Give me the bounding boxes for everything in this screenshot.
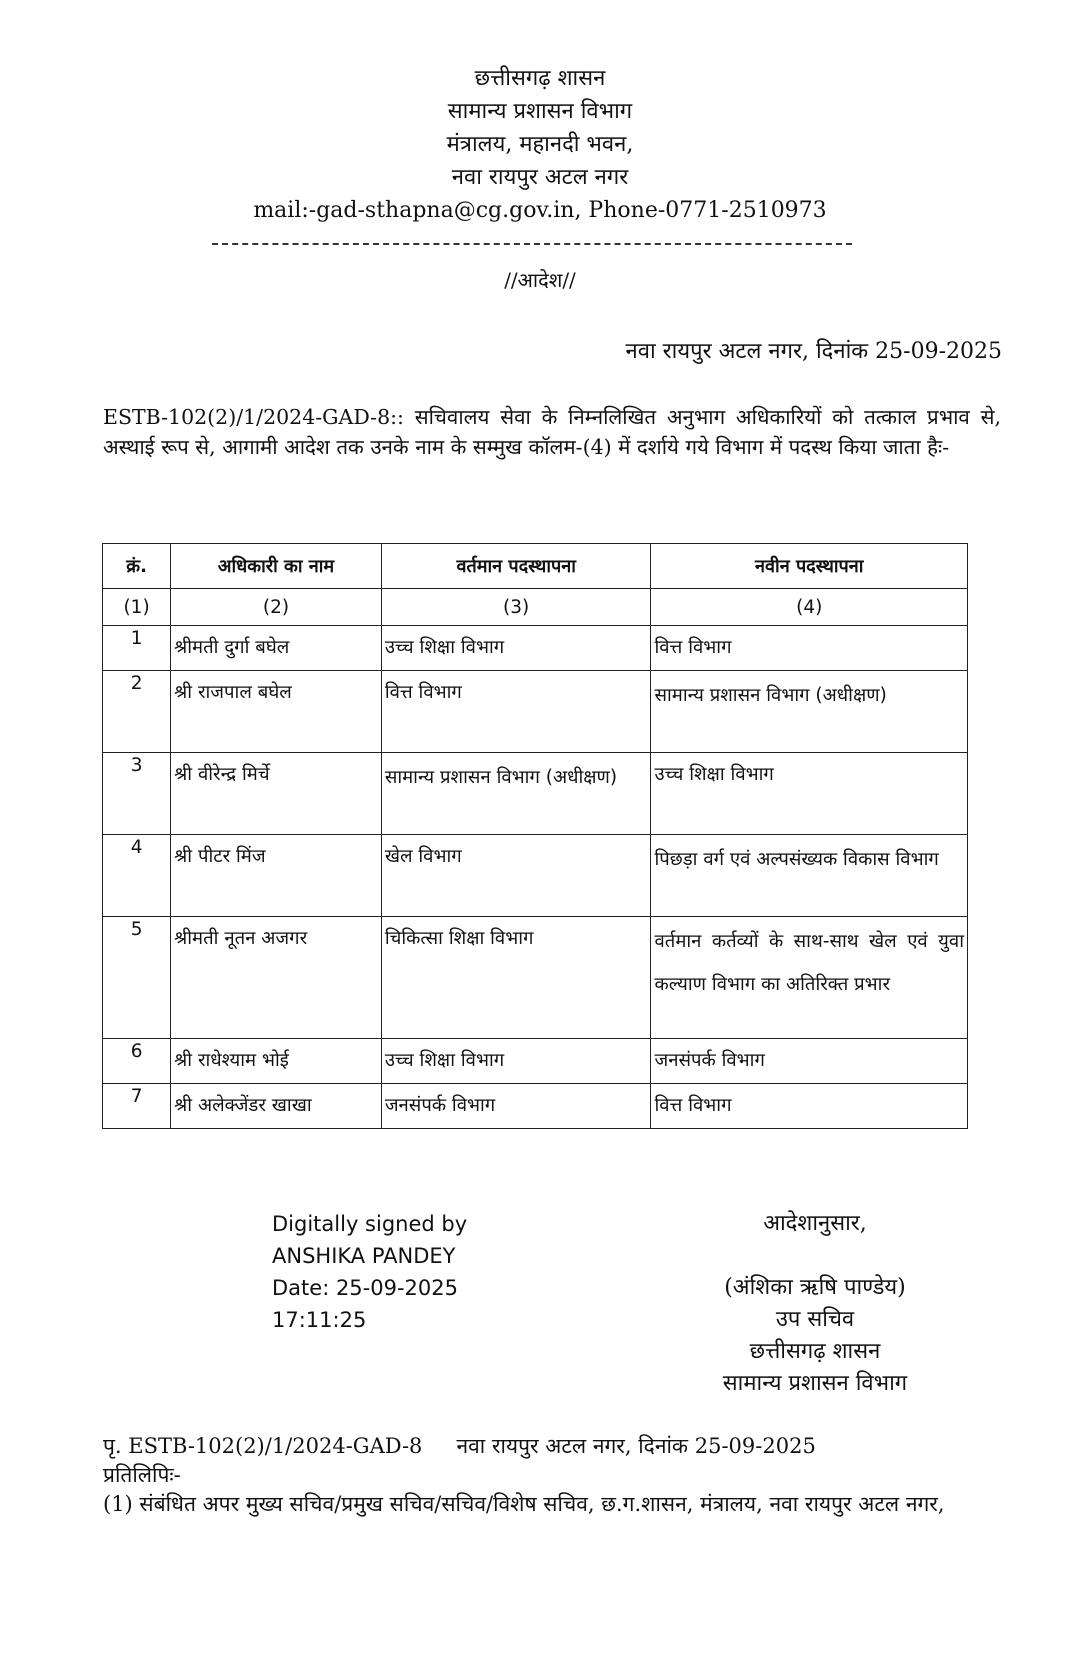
signatory-name: (अंशिका ऋषि पाण्डेय): [724, 1275, 906, 1300]
colnum-4: (4): [651, 589, 968, 626]
row-name: श्री पीटर मिंज: [171, 835, 382, 917]
dashed-divider: [212, 243, 852, 245]
row-name: श्री राजपाल बघेल: [171, 671, 382, 753]
row-new: उच्च शिक्षा विभाग: [651, 753, 968, 835]
row-current: चिकित्सा शिक्षा विभाग: [381, 917, 651, 1039]
row-name: श्रीमती नूतन अजगर: [171, 917, 382, 1039]
city-name: नवा रायपुर अटल नगर: [451, 165, 629, 190]
copy-section: [103, 1432, 1003, 1519]
signature-line-1: Digitally signed by: [272, 1212, 468, 1236]
table-row: [103, 753, 968, 835]
row-current: वित्त विभाग: [381, 671, 651, 753]
colnum-3: (3): [381, 589, 651, 626]
colnum-1: (1): [103, 589, 171, 626]
table-row: [103, 1084, 968, 1129]
signatory-designation: उप सचिव: [775, 1307, 855, 1332]
signature-date: Date: 25-09-2025: [272, 1276, 458, 1300]
endorsement-date: नवा रायपुर अटल नगर, दिनांक 25-09-2025: [456, 1434, 816, 1458]
header-current: वर्तमान पदस्थापना: [381, 544, 651, 589]
table-header-row: [103, 544, 968, 589]
letterhead: [0, 62, 1080, 227]
colnum-2: (2): [171, 589, 382, 626]
table-row: [103, 835, 968, 917]
digital-signature-block: [272, 1208, 467, 1336]
place-date: नवा रायपुर अटल नगर, दिनांक 25-09-2025: [625, 339, 1002, 364]
row-sn: 4: [103, 835, 171, 917]
copy-item: (1) संबंधित अपर मुख्य सचिव/प्रमुख सचिव/सचिव/विशेष सचिव, छ.ग.शासन, मंत्रालय, नवा रायपुर अटल नगर,: [103, 1492, 945, 1516]
endorsement-line: [103, 1432, 1003, 1461]
endorsement-number: पृ. ESTB-102(2)/1/2024-GAD-8: [103, 1434, 423, 1458]
row-current: सामान्य प्रशासन विभाग (अधीक्षण): [381, 753, 651, 835]
govt-name: छत्तीसगढ़ शासन: [474, 66, 606, 91]
posting-table: [102, 543, 968, 1129]
by-order: आदेशानुसार,: [763, 1211, 867, 1236]
column-number-row: [103, 589, 968, 626]
header-new: नवीन पदस्थापना: [651, 544, 968, 589]
order-title: //आदेश//: [504, 268, 576, 292]
signature-time: 17:11:25: [272, 1308, 367, 1332]
signature-signer: ANSHIKA PANDEY: [272, 1244, 456, 1268]
row-new: वित्त विभाग: [651, 1084, 968, 1129]
row-new: पिछड़ा वर्ग एवं अल्पसंख्यक विकास विभाग: [651, 835, 968, 917]
row-name: श्री अलेक्जेंडर खाखा: [171, 1084, 382, 1129]
signatory-block: [650, 1208, 980, 1400]
header-name: अधिकारी का नाम: [171, 544, 382, 589]
copy-label: प्रतिलिपिः-: [103, 1463, 181, 1487]
row-current: खेल विभाग: [381, 835, 651, 917]
row-name: श्री राधेश्याम भोई: [171, 1039, 382, 1084]
signatory-org: छत्तीसगढ़ शासन: [749, 1339, 881, 1364]
header-sn: क्रं.: [103, 544, 171, 589]
signatory-department: सामान्य प्रशासन विभाग: [722, 1371, 908, 1396]
row-new: वर्तमान कर्तव्यों के साथ-साथ खेल एवं युवा कल्याण विभाग का अतिरिक्त प्रभार: [651, 917, 968, 1039]
row-current: जनसंपर्क विभाग: [381, 1084, 651, 1129]
row-sn: 6: [103, 1039, 171, 1084]
row-current: उच्च शिक्षा विभाग: [381, 1039, 651, 1084]
row-current: उच्च शिक्षा विभाग: [381, 626, 651, 671]
row-new: वित्त विभाग: [651, 626, 968, 671]
table-row: [103, 1039, 968, 1084]
department-name: सामान्य प्रशासन विभाग: [447, 99, 633, 124]
table-row: [103, 626, 968, 671]
row-name: श्रीमती दुर्गा बघेल: [171, 626, 382, 671]
contact-line: mail:-gad-sthapna@cg.gov.in, Phone-0771-2510973: [253, 198, 827, 223]
row-sn: 7: [103, 1084, 171, 1129]
row-new: सामान्य प्रशासन विभाग (अधीक्षण): [651, 671, 968, 753]
order-body: ESTB-102(2)/1/2024-GAD-8:: सचिवालय सेवा के निम्नलिखित अनुभाग अधिकारियों को तत्काल प्रभाव से, अस्थाई रूप से, आगामी आदेश तक उनके नाम के सम्मुख कॉलम-(4) में दर्शाये गये विभाग में पदस्थ किया जाता हैः-: [103, 405, 1001, 459]
table-row: [103, 917, 968, 1039]
building-name: मंत्रालय, महानदी भवन,: [446, 132, 634, 157]
table-row: [103, 671, 968, 753]
row-sn: 1: [103, 626, 171, 671]
row-name: श्री वीरेन्द्र मिर्चे: [171, 753, 382, 835]
row-sn: 5: [103, 917, 171, 1039]
row-sn: 3: [103, 753, 171, 835]
row-sn: 2: [103, 671, 171, 753]
row-new: जनसंपर्क विभाग: [651, 1039, 968, 1084]
